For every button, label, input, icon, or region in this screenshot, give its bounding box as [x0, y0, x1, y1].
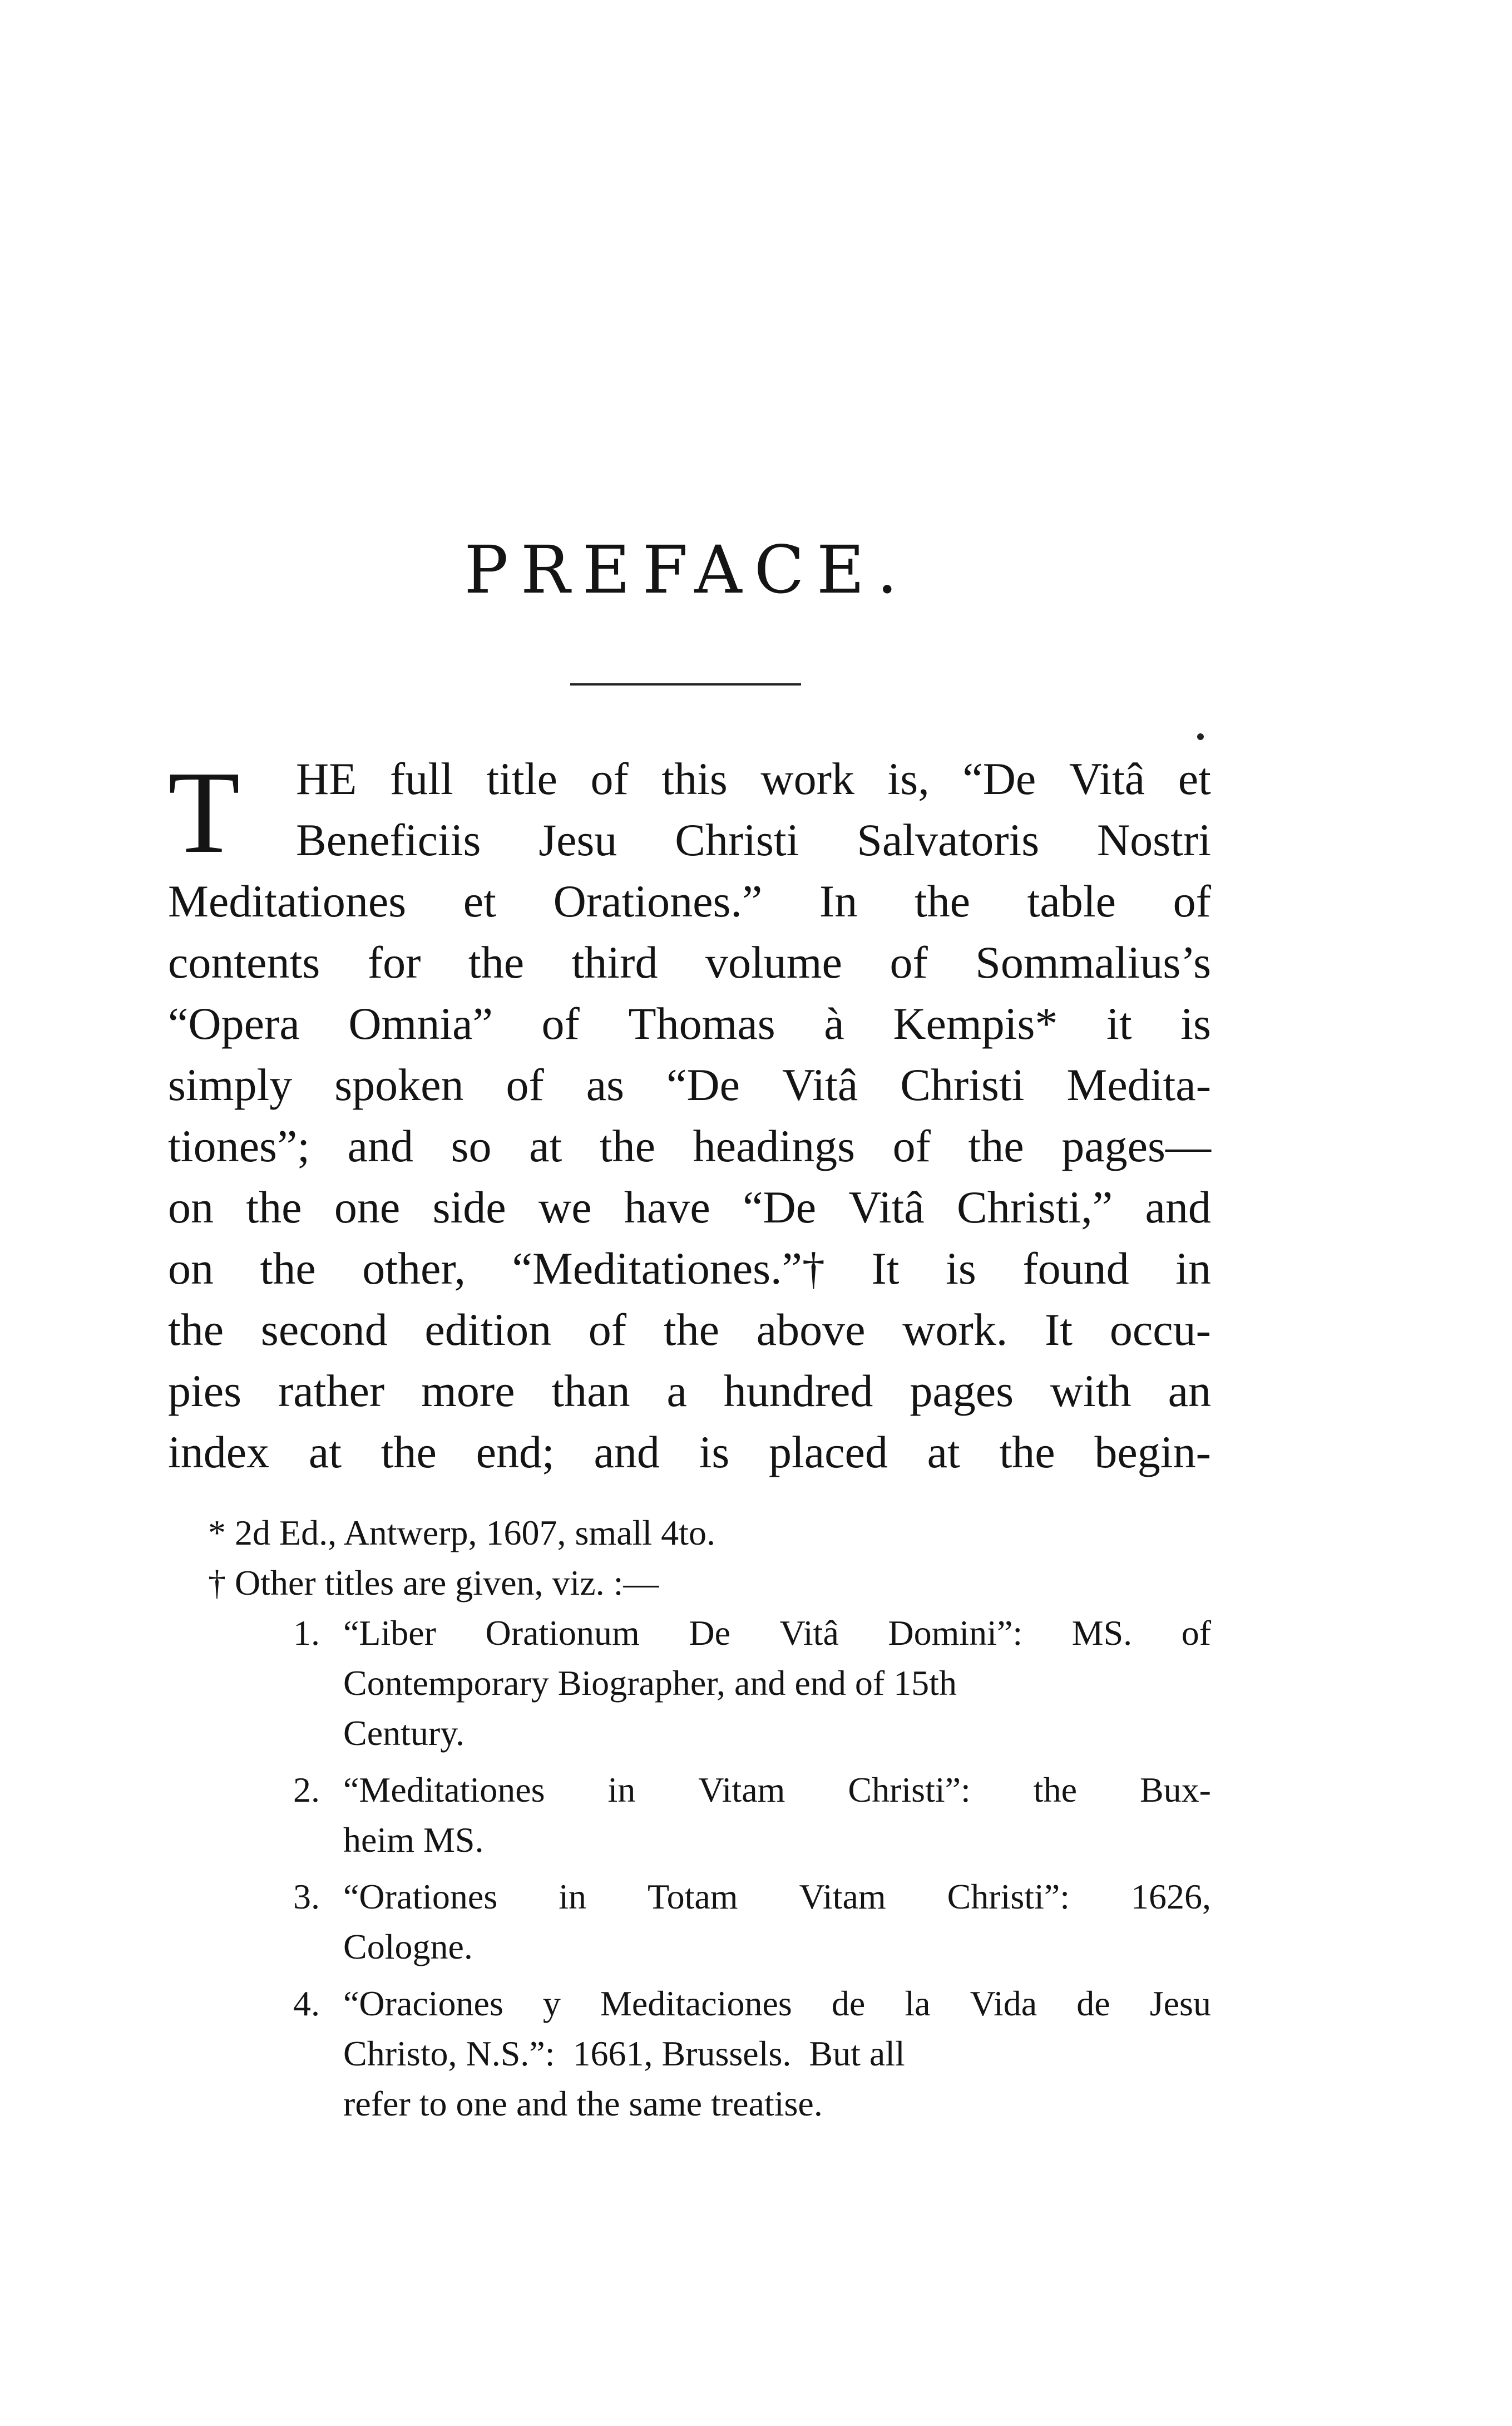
word: occu-	[1109, 1304, 1211, 1355]
word: one	[334, 1182, 401, 1232]
word: in	[607, 1770, 636, 1809]
list-item-number: 1.	[293, 1613, 320, 1653]
word: a	[666, 1365, 687, 1416]
list-item	[168, 1979, 1211, 2029]
list-item-continuation: heim MS.	[343, 1820, 484, 1860]
word: the	[246, 1182, 302, 1232]
list-item-first-line	[343, 1979, 1211, 2029]
list-item-first-line	[343, 1872, 1211, 1922]
word: an	[1168, 1365, 1211, 1416]
word: Christi	[675, 815, 799, 865]
word: of	[892, 1121, 931, 1171]
word: side	[432, 1182, 506, 1232]
word: Christi,”	[957, 1182, 1113, 1232]
list-item-number: 4.	[293, 1984, 320, 2023]
word: than	[551, 1365, 630, 1416]
word: Sommalius’s	[975, 937, 1211, 988]
word: pages	[910, 1365, 1014, 1416]
word: Vitâ	[779, 1613, 839, 1653]
word: we	[538, 1182, 592, 1232]
word: so	[451, 1121, 492, 1171]
body-line	[168, 932, 1211, 993]
word: for	[367, 937, 421, 988]
word: rather	[278, 1365, 385, 1416]
word: it	[1106, 998, 1132, 1049]
word: Bux-	[1139, 1770, 1211, 1809]
word: the	[381, 1427, 437, 1477]
body-line	[168, 810, 1211, 871]
word: Vitam	[698, 1770, 785, 1809]
word: 1626,	[1131, 1877, 1211, 1916]
body-line	[168, 871, 1211, 932]
word: is	[946, 1243, 976, 1294]
word: contents	[168, 937, 320, 988]
word: “De	[666, 1059, 740, 1110]
word: It	[871, 1243, 900, 1294]
word: Jesu	[538, 815, 617, 865]
word: and	[347, 1121, 414, 1171]
word: table	[1027, 876, 1116, 926]
body-line	[168, 748, 1211, 810]
word: Beneficiis	[296, 815, 481, 865]
list-item-continuation: Cologne.	[343, 1927, 473, 1966]
word: Vitâ	[1069, 753, 1145, 804]
word: Meditationes	[168, 876, 407, 926]
word: Orationum	[485, 1613, 640, 1653]
word: headings	[693, 1121, 856, 1171]
word: in	[1175, 1243, 1211, 1294]
word: Kempis*	[893, 998, 1058, 1049]
item-spacer	[168, 1758, 1211, 1765]
item-spacer	[168, 1972, 1211, 1979]
list-item-continuation: Century.	[343, 1713, 465, 1753]
word: Salvatoris	[857, 815, 1040, 865]
footnote-title-list	[168, 1608, 1211, 2129]
footnotes	[168, 1508, 1211, 2129]
word: the	[468, 937, 525, 988]
word: the	[999, 1427, 1055, 1477]
word: of	[588, 1304, 627, 1355]
list-item-first-line	[343, 1608, 1211, 1658]
page-title: PREFACE.	[464, 531, 910, 608]
word: on	[168, 1243, 214, 1294]
word: index	[168, 1427, 270, 1477]
word: the	[968, 1121, 1024, 1171]
preface-paragraph	[168, 748, 1211, 1483]
word: of	[506, 1059, 544, 1110]
word: de	[831, 1984, 866, 2023]
word: more	[421, 1365, 515, 1416]
word: “De	[962, 753, 1036, 804]
word: Thomas	[628, 998, 775, 1049]
body-line	[168, 1054, 1211, 1116]
ink-speck	[1197, 733, 1204, 740]
word: placed	[768, 1427, 888, 1477]
word: the	[914, 876, 971, 926]
body-line	[168, 1422, 1211, 1483]
word: above	[756, 1304, 866, 1355]
footnote-dagger: † Other titles are given, viz. :—	[208, 1563, 659, 1602]
drop-cap: T	[168, 747, 240, 877]
word: begin-	[1094, 1427, 1211, 1477]
word: at	[529, 1121, 562, 1171]
word: and	[594, 1427, 660, 1477]
word: Vida	[970, 1984, 1037, 2023]
word: “Liber	[343, 1613, 436, 1653]
word: edition	[424, 1304, 552, 1355]
word: full	[389, 753, 453, 804]
word: at	[927, 1427, 960, 1477]
word: of	[1173, 876, 1211, 926]
word: Vitam	[799, 1877, 886, 1916]
word: Christi”:	[848, 1770, 971, 1809]
word: third	[571, 937, 658, 988]
word: of	[890, 937, 928, 988]
word: Christi”:	[947, 1877, 1070, 1916]
word: the	[260, 1243, 316, 1294]
word: the	[1033, 1770, 1077, 1809]
word: is	[699, 1427, 730, 1477]
list-item-first-line	[343, 1765, 1211, 1815]
word: end;	[476, 1427, 555, 1477]
word: et	[1178, 753, 1211, 804]
word: at	[308, 1427, 342, 1477]
word: in	[559, 1877, 586, 1916]
word: and	[1145, 1182, 1211, 1232]
word: “Opera	[168, 998, 300, 1049]
list-item	[168, 1872, 1211, 1922]
word: Omnia”	[348, 998, 493, 1049]
word: Totam	[647, 1877, 738, 1916]
list-item	[168, 1608, 1211, 1658]
word: Jesu	[1149, 1984, 1211, 2023]
word: Vitâ	[782, 1059, 858, 1110]
word: spoken	[334, 1059, 464, 1110]
word: pages—	[1061, 1121, 1211, 1171]
word: “De	[743, 1182, 817, 1232]
word: Vitâ	[848, 1182, 925, 1232]
word: Nostri	[1096, 815, 1211, 865]
word: work	[760, 753, 854, 804]
list-item-number: 3.	[293, 1877, 320, 1916]
word: “Meditationes	[343, 1770, 545, 1809]
word: Orationes.”	[553, 876, 763, 926]
word: title	[486, 753, 557, 804]
word: the	[599, 1121, 656, 1171]
footnote-star: * 2d Ed., Antwerp, 1607, small 4to.	[208, 1513, 715, 1552]
list-item-continuation: Christo, N.S.”: 1661, Brussels. But all	[343, 2034, 905, 2073]
body-line	[168, 1360, 1211, 1422]
item-spacer	[168, 1865, 1211, 1872]
word: la	[905, 1984, 931, 2023]
word: other,	[362, 1243, 466, 1294]
word: this	[661, 753, 728, 804]
list-item-continuation: refer to one and the same treatise.	[343, 2084, 823, 2123]
word: y	[542, 1984, 561, 2023]
word: De	[689, 1613, 730, 1653]
word: of	[541, 998, 580, 1049]
list-item	[168, 1765, 1211, 1815]
word: Domini”:	[888, 1613, 1023, 1653]
title-rule	[570, 683, 801, 686]
word: “Orationes	[343, 1877, 498, 1916]
word: on	[168, 1182, 214, 1232]
word: of	[590, 753, 629, 804]
word: work.	[902, 1304, 1008, 1355]
word: is,	[887, 753, 930, 804]
word: hundred	[723, 1365, 873, 1416]
word: Meditaciones	[600, 1984, 792, 2023]
word: is	[1180, 998, 1211, 1049]
word: “Meditationes.”†	[512, 1243, 825, 1294]
word: have	[624, 1182, 710, 1232]
word: the	[168, 1304, 224, 1355]
word: with	[1050, 1365, 1131, 1416]
word: MS.	[1071, 1613, 1133, 1653]
list-item-number: 2.	[293, 1770, 320, 1809]
word: Medita-	[1066, 1059, 1211, 1110]
word: pies	[168, 1365, 242, 1416]
list-item-continuation: Contemporary Biographer, and end of 15th	[343, 1663, 957, 1703]
body-line	[168, 1238, 1211, 1299]
word: Christi	[900, 1059, 1025, 1110]
word: simply	[168, 1059, 293, 1110]
word: de	[1076, 1984, 1110, 2023]
word: the	[663, 1304, 720, 1355]
word: It	[1045, 1304, 1073, 1355]
word: of	[1181, 1613, 1211, 1653]
word: et	[463, 876, 496, 926]
body-line	[168, 1177, 1211, 1238]
word: HE	[296, 753, 357, 804]
word: volume	[705, 937, 842, 988]
word: found	[1022, 1243, 1129, 1294]
word: as	[586, 1059, 625, 1110]
word: In	[819, 876, 858, 926]
body-line	[168, 1299, 1211, 1360]
body-line	[168, 1116, 1211, 1177]
body-line	[168, 993, 1211, 1054]
word: à	[824, 998, 844, 1049]
word: “Oraciones	[343, 1984, 503, 2023]
word: tiones”;	[168, 1121, 310, 1171]
word: second	[260, 1304, 388, 1355]
